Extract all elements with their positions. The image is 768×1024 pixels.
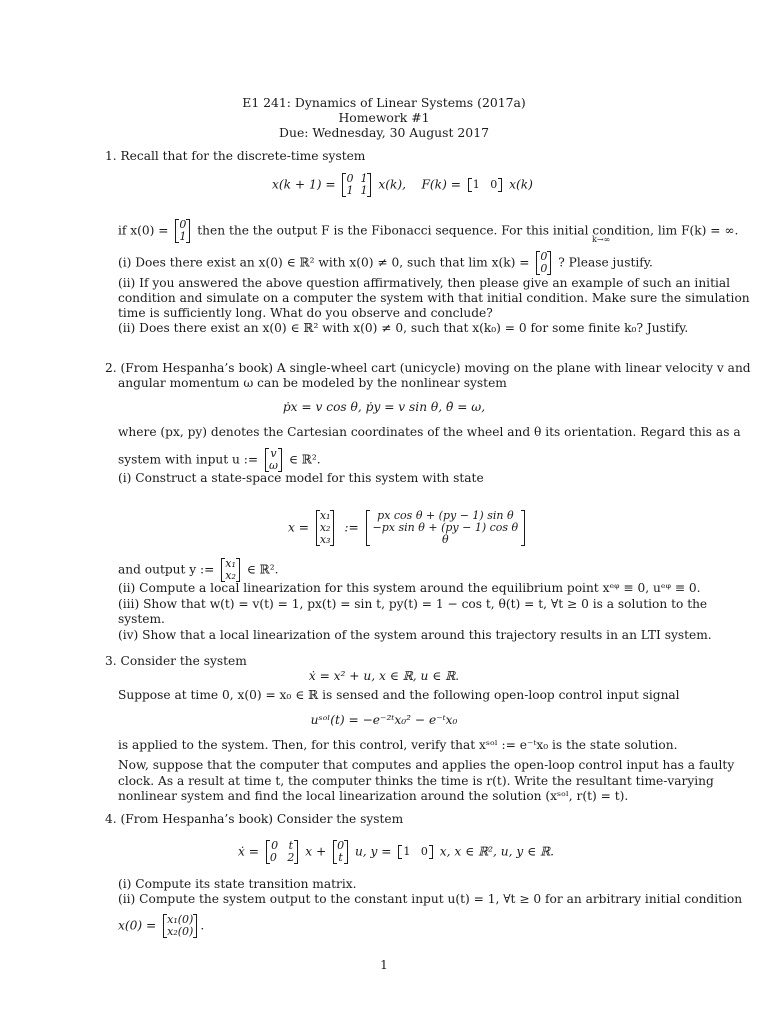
q2-line4: system with input u := v ω ∈ ℝ². bbox=[118, 447, 321, 472]
q2-line1: 2. (From Hespanha’s book) A single-wheel cart (unicycle) moving on the plane with linear velocity v and bbox=[105, 361, 751, 375]
q2-state-definition: x = x₁ x₂ x₃ := px cos θ + (py − 1) sin θ −px sin θ + (py − 1) cos θ θ bbox=[288, 510, 528, 546]
q4-equation: ẋ = 0 t 0 2 x + 0 t u, y = 1 0 x, x ∈ ℝ², u, y ∈ ℝ. bbox=[238, 839, 555, 864]
q2-line2: angular momentum ω can be modeled by the nonlinear system bbox=[118, 376, 507, 390]
page-number: 1 bbox=[380, 958, 388, 972]
q2-line6: and output y := x₁ x₂ ∈ ℝ². bbox=[118, 557, 279, 582]
q1-part-ii-line4: (ii) Does there exist an x(0) ∈ ℝ² with x(0) ≠ 0, such that x(k₀) = 0 for some finite k₀? Justify. bbox=[118, 321, 689, 335]
q1-limit-sub: k→∞ bbox=[592, 235, 611, 244]
q2-line9: system. bbox=[118, 612, 165, 626]
q1-equation: x(k + 1) = 0 1 1 1 x(k), F(k) = 1 0 x(k) bbox=[272, 172, 533, 197]
q1-part-ii-line2: condition and simulate on a computer the system with that initial condition. Make sure the simulation bbox=[118, 291, 750, 305]
q4-line1: 4. (From Hespanha’s book) Consider the system bbox=[105, 812, 404, 826]
q1-intro: 1. Recall that for the discrete-time system bbox=[105, 149, 366, 163]
q3-line3: is applied to the system. Then, for this control, verify that xˢᵒˡ := e⁻ᵗx₀ is the state solution. bbox=[118, 738, 678, 752]
q2-line8: (iii) Show that w(t) = v(t) = 1, px(t) = sin t, py(t) = 1 − cos t, θ(t) = t, ∀t ≥ 0 is a solution to the bbox=[118, 597, 708, 611]
q2-line5: (i) Construct a state-space model for this system with state bbox=[118, 471, 484, 485]
q4-line2: (i) Compute its state transition matrix. bbox=[118, 877, 357, 891]
q3-line4: Now, suppose that the computer that computes and applies the open-loop control input has a faulty bbox=[118, 758, 735, 772]
q1-part-i: (i) Does there exist an x(0) ∈ ℝ² with x(0) ≠ 0, such that lim x(k) = 0 0 ? Please justify. bbox=[118, 250, 653, 275]
q4-line4: x(0) = x₁(0) x₂(0) . bbox=[118, 913, 205, 938]
q3-line5: clock. As a result at time t, the computer thinks the time is r(t). Write the resultant time-varying bbox=[118, 774, 714, 788]
due-date: Due: Wednesday, 30 August 2017 bbox=[279, 125, 489, 140]
q2-line10: (iv) Show that a local linearization of the system around this trajectory results in an LTI system. bbox=[118, 628, 712, 642]
q1-condition: if x(0) = 0 1 then the the output F is the Fibonacci sequence. For this initial condition, lim F(k) = ∞. bbox=[118, 218, 739, 243]
q2-line7: (ii) Compute a local linearization for this system around the equilibrium point xᵉᵠ ≡ 0, uᵉᵠ ≡ 0. bbox=[118, 581, 701, 595]
q4-line3: (ii) Compute the system output to the constant input u(t) = 1, ∀t ≥ 0 for an arbitrary initial condition bbox=[118, 892, 743, 906]
document-title: E1 241: Dynamics of Linear Systems (2017a) bbox=[242, 95, 526, 110]
q3-equation1: ẋ = x² + u, x ∈ ℝ, u ∈ ℝ. bbox=[308, 669, 460, 683]
q3-line1: 3. Consider the system bbox=[105, 654, 247, 668]
q2-line3: where (px, py) denotes the Cartesian coordinates of the wheel and θ its orientation. Regard this as a bbox=[118, 425, 741, 439]
homework-label: Homework #1 bbox=[338, 110, 430, 125]
q1-part-ii-line3: time is sufficiently long. What do you observe and conclude? bbox=[118, 306, 493, 320]
q3-equation2: uˢᵒˡ(t) = −e⁻²ᵗx₀² − e⁻ᵗx₀ bbox=[310, 713, 458, 727]
q1-part-ii-line1: (ii) If you answered the above question affirmatively, then please give an example of such an initial bbox=[118, 276, 731, 290]
q3-line2: Suppose at time 0, x(0) = x₀ ∈ ℝ is sensed and the following open-loop control input signal bbox=[118, 688, 680, 702]
q3-line6: nonlinear system and find the local linearization around the solution (xˢᵒˡ, r(t) = t). bbox=[118, 789, 629, 803]
q2-equation: ṗx = v cos θ, ṗy = v sin θ, θ̇ = ω, bbox=[282, 400, 486, 414]
